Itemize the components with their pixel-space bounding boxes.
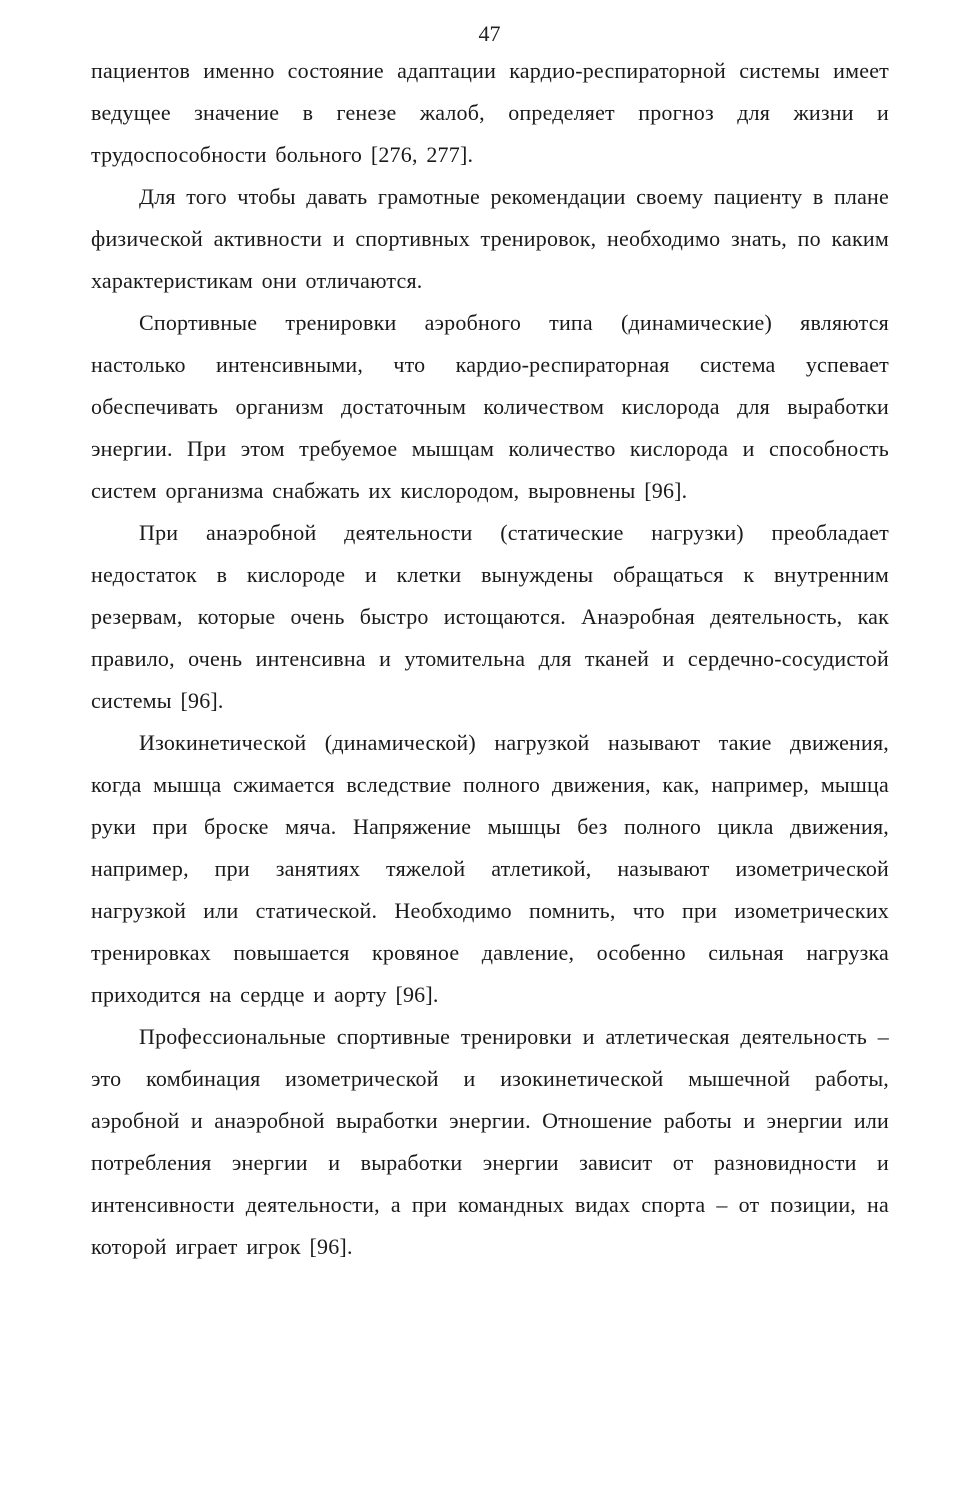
paragraph-isokinetic-load: Изокинетической (динамической) нагрузкой называют такие движения, когда мышца сжимается вследствие полного движения, как, например, мышца руки при броске мяча. Напряжение мышцы без полного цикла движения, например, при занятиях тяжелой атлетикой, называют изометрической нагрузкой или статической. Необходимо помнить, что при изометрических тренировках повышается кровяное давление, особенно сильная нагрузка приходится на сердце и аорту [96]. xyxy=(91,730,889,1007)
page-number: 47 xyxy=(478,21,501,46)
paragraph-recommendations: Для того чтобы давать грамотные рекомендации своему пациенту в плане физической активности и спортивных тренировок, необходимо знать, по каким характеристикам они отличаются. xyxy=(91,184,889,293)
text-body xyxy=(91,50,889,1268)
paragraph-professional-training: Профессиональные спортивные тренировки и атлетическая деятельность – это комбинация изометрической и изокинетической мышечной работы, аэробной и анаэробной выработки энергии. Отношение работы и энергии или потребления энергии и выработки энергии зависит от разновидности и интенсивности деятельности, а при командных видах спорта – от позиции, на которой играет игрок [96]. xyxy=(91,1024,889,1259)
paragraph-anaerobic-activity: При анаэробной деятельности (статические нагрузки) преобладает недостаток в кислороде и клетки вынуждены обращаться к внутренним резервам, которые очень быстро истощаются. Анаэробная деятельность, как правило, очень интенсивна и утомительна для тканей и сердечно-сосудистой системы [96]. xyxy=(91,520,889,713)
paragraph-continuation: пациентов именно состояние адаптации кардио-респираторной системы имеет ведущее значение в генезе жалоб, определяет прогноз для жизни и трудоспособности больного [276, 277]. xyxy=(91,58,889,167)
paragraph-aerobic-training: Спортивные тренировки аэробного типа (динамические) являются настолько интенсивными, что кардио-респираторная система успевает обеспечивать организм достаточным количеством кислорода для выработки энергии. При этом требуемое мышцам количество кислорода и способность систем организма снабжать их кислородом, выровнены [96]. xyxy=(91,310,889,503)
